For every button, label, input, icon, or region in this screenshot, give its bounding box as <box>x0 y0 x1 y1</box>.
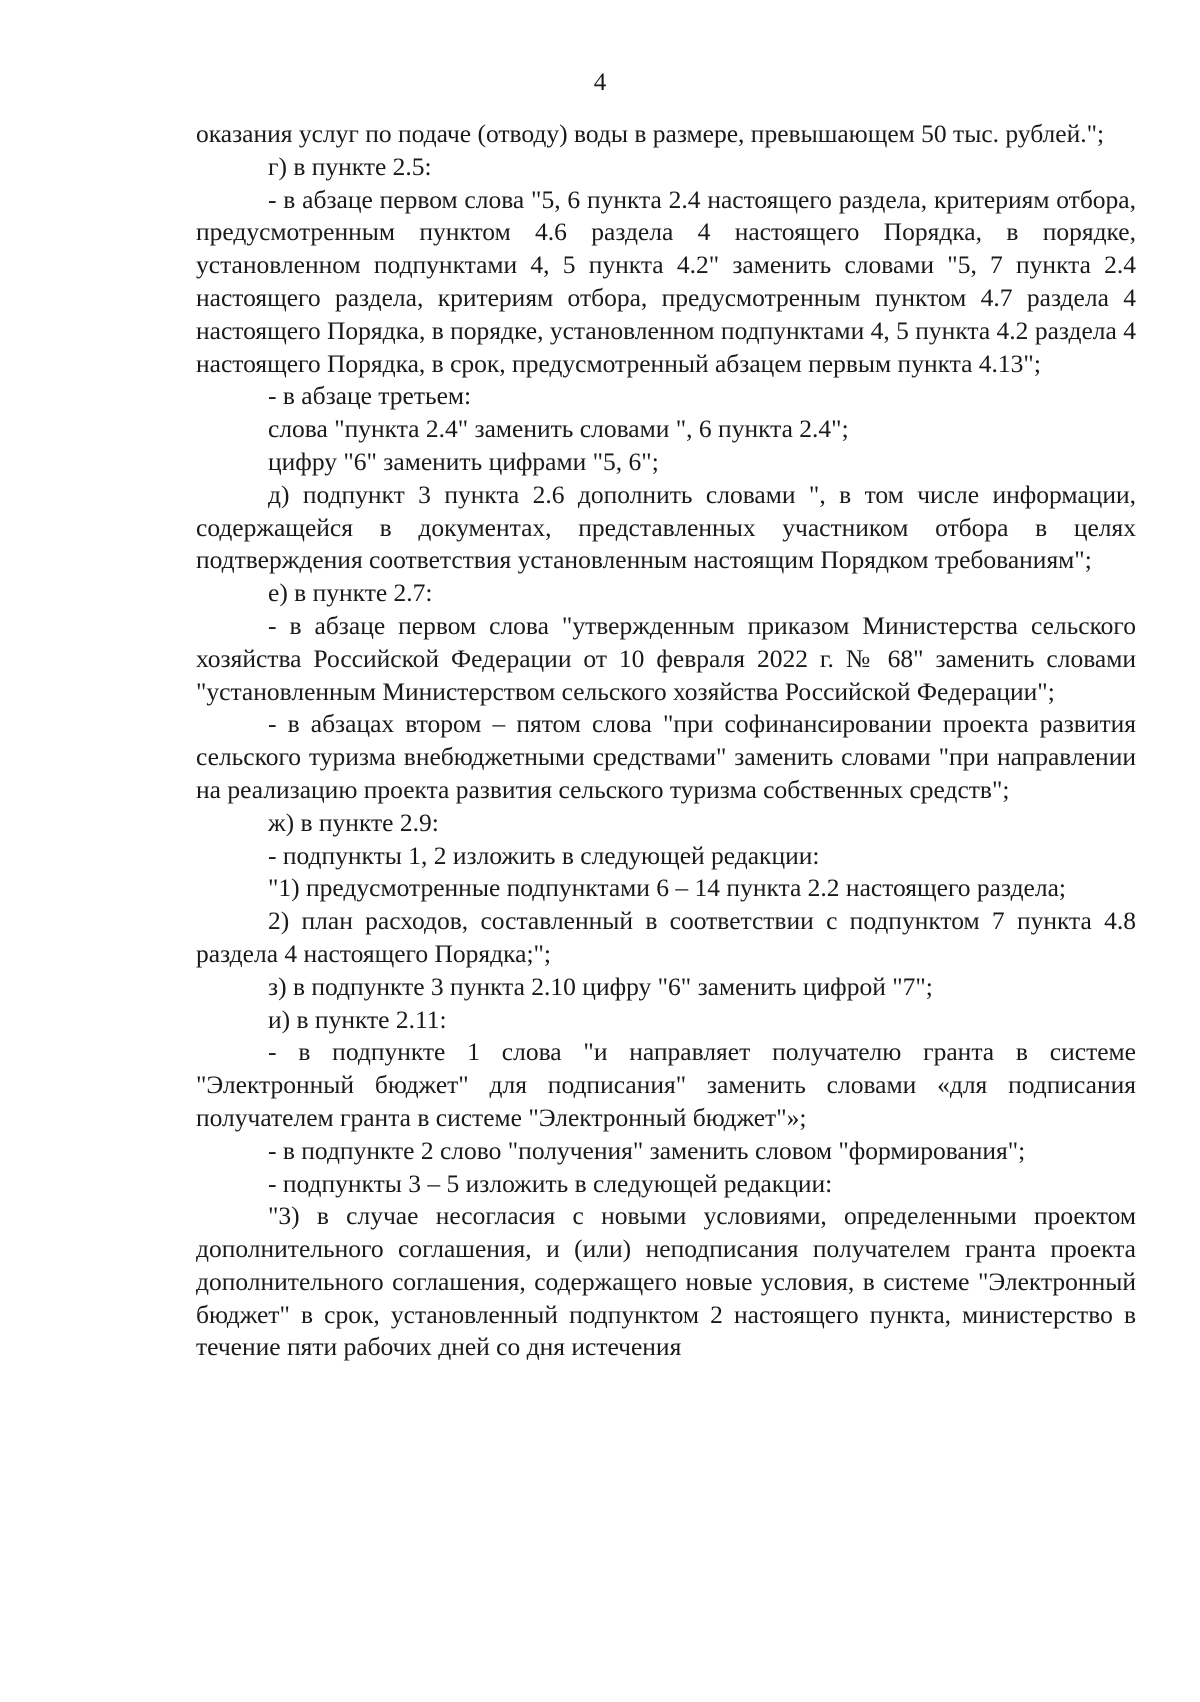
paragraph: - в абзацах втором – пятом слова "при софинансировании проекта развития сельского туризма внебюджетными средствами" заменить словами "при направлении на реализацию проекта развития сельского туризма собственных средств"; <box>196 709 1136 804</box>
page-number: 4 <box>593 69 607 96</box>
paragraph: - подпункты 3 – 5 изложить в следующей редакции: <box>268 1168 833 1198</box>
paragraph: - подпункты 1, 2 изложить в следующей редакции: <box>268 840 820 870</box>
paragraph: "1) предусмотренные подпунктами 6 – 14 пункта 2.2 настоящего раздела; <box>268 873 1067 903</box>
paragraph: - в абзаце первом слова "утвержденным приказом Министерства сельского хозяйства Российской Федерации от 10 февраля 2022 г. № 68" заменить словами "установленным Министерством сельского хозяйства Российской Федерации"; <box>196 610 1136 706</box>
paragraph: д) подпункт 3 пункта 2.6 дополнить словами ", в том числе информации, содержащейся в документах, представленных участником отбора в целях подтверждения соответствия установленным настоящим Порядком требованиям"; <box>196 479 1136 575</box>
document-body <box>196 118 1136 1364</box>
paragraph: оказания услуг по подаче (отводу) воды в размере, превышающем 50 тыс. рублей."; <box>196 119 1105 148</box>
paragraph: - в абзаце третьем: <box>268 381 472 411</box>
paragraph: е) в пункте 2.7: <box>268 578 433 608</box>
paragraph: слова "пункта 2.4" заменить словами ", 6 пункта 2.4"; <box>268 414 849 444</box>
paragraph: 2) план расходов, составленный в соответствии с подпунктом 7 пункта 4.8 раздела 4 настоящего Порядка;"; <box>196 906 1136 968</box>
paragraph: з) в подпункте 3 пункта 2.10 цифру "6" заменить цифрой "7"; <box>268 971 933 1001</box>
paragraph: и) в пункте 2.11: <box>268 1004 447 1034</box>
paragraph: "3) в случае несогласия с новыми условиями, определенными проектом дополнительного соглашения, и (или) неподписания получателем гранта проекта дополнительного соглашения, содержащего новые условия, в системе "Электронный бюджет" в срок, установленный подпунктом 2 настоящего пункта, министерство в течение пяти рабочих дней со дня истечения <box>196 1201 1136 1362</box>
paragraph: - в подпункте 1 слова "и направляет получателю гранта в системе "Электронный бюджет" для подписания" заменить словами «для подписания получателем гранта в системе "Электронный бюджет"»; <box>196 1037 1136 1132</box>
paragraph: - в абзаце первом слова "5, 6 пункта 2.4 настоящего раздела, критериям отбора, предусмотренным пунктом 4.6 раздела 4 настоящего Порядка, в порядке, установленном подпунктами 4, 5 пункта 4.2" заменить словами "5, 7 пункта 2.4 настоящего раздела, критериям отбора, предусмотренным пунктом 4.7 раздела 4 настоящего Порядка, в порядке, установленном подпунктами 4, 5 пункта 4.2 раздела 4 настоящего Порядка, в срок, предусмотренный абзацем первым пункта 4.13"; <box>196 184 1136 378</box>
paragraph: цифру "6" заменить цифрами "5, 6"; <box>268 446 659 476</box>
paragraph: ж) в пункте 2.9: <box>268 807 439 837</box>
paragraph: - в подпункте 2 слово "получения" заменить словом "формирования"; <box>268 1135 1026 1165</box>
paragraph: г) в пункте 2.5: <box>268 151 432 181</box>
